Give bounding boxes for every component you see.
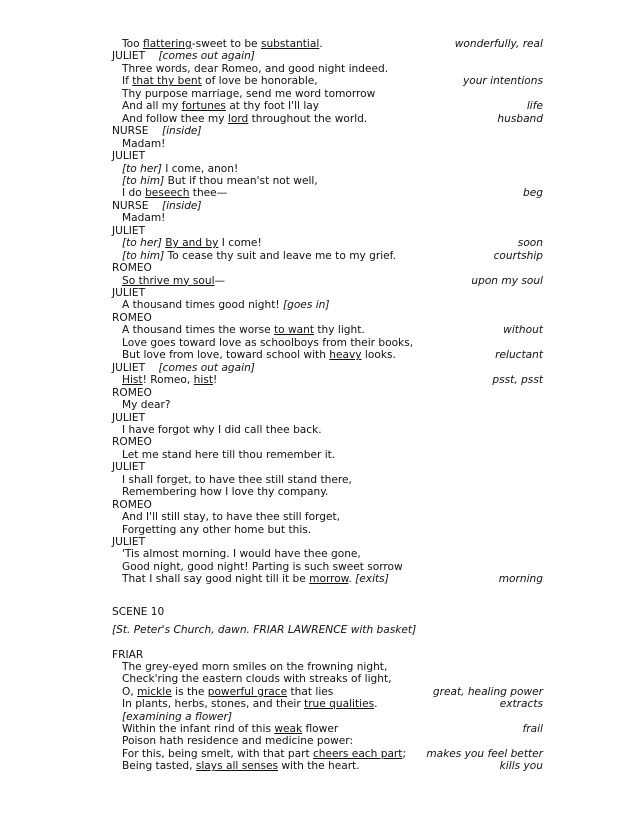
script-line [0,573,638,586]
line-text [112,387,152,400]
line-text [112,312,152,325]
line-text [112,50,255,63]
script-line [0,499,638,512]
line-text [122,187,227,200]
line-text [122,524,311,537]
line-text [112,362,255,375]
script-line [0,163,638,176]
text-segment: flower [302,723,339,735]
gloss-note: frail [522,723,543,735]
script-line [0,748,638,761]
text-segment: Let me stand here till thou remember it. [122,448,336,461]
script-line [0,250,638,263]
glossed-word: lord [227,112,249,125]
line-text [112,624,416,637]
text-segment: Remembering how I love thy company. [122,486,329,499]
text-segment: I do [122,187,146,200]
text-segment: In plants, herbs, stones, and their [122,698,305,711]
glossed-word: By and by [165,237,219,250]
line-text [122,686,333,699]
stage-direction: [exits] [355,573,389,586]
line-text [122,275,225,288]
script-line [0,275,638,288]
script-line [0,760,638,773]
script-line [0,374,638,387]
line-text [122,399,171,412]
script-line [0,524,638,537]
script-line [0,50,638,63]
script-line [0,561,638,574]
script-line [0,125,638,138]
text-segment: And all my [122,100,182,113]
text-segment: ! Romeo, [142,374,194,387]
text-segment: ROMEO [112,386,152,399]
text-segment: ; [402,747,407,760]
script-line [0,324,638,337]
gloss-note: wonderfully, real [454,38,543,50]
line-text [112,461,145,474]
text-segment: O, [122,685,138,698]
line-text [112,606,164,619]
line-text [122,212,165,225]
text-segment: Forgetting any other home but this. [122,523,312,536]
line-text [122,511,340,524]
script-line [0,536,638,549]
glossed-word: to want [273,324,315,337]
stage-direction: [to him] [122,174,165,187]
glossed-word: Hist [122,374,143,387]
script-line [0,436,638,449]
text-segment: JULIET [112,536,146,548]
text-segment: A thousand times good night! [122,299,283,312]
text-segment: JULIET [112,287,146,299]
line-text [122,250,396,263]
line-text [122,349,396,362]
text-segment: Thy purpose marriage, send me word tomorrow [122,87,376,100]
stage-direction: [St. Peter's Church, dawn. FRIAR LAWRENCE with basket] [112,624,417,636]
text-segment: Good night, good night! Parting is such sweet sorrow [122,560,403,573]
line-text [122,449,335,462]
text-segment: . [348,573,356,586]
text-segment: of love be honorable, [201,75,318,88]
glossed-word: cheers each part [312,747,403,760]
glossed-word: true qualities [304,698,375,711]
gloss-note: husband [497,112,543,125]
line-text [122,748,406,761]
script-line [0,673,638,686]
glossed-word: flattering [143,38,192,50]
stage-direction: [examining a flower] [122,710,232,723]
gloss-note: extracts [499,698,543,711]
gloss-note: upon my soul [471,274,543,287]
script-line [0,486,638,499]
line-text [112,125,202,138]
script-line [0,723,638,736]
gloss-note: without [503,324,543,337]
text-segment: FRIAR [112,649,144,661]
line-text [122,63,388,76]
script-line [0,698,638,711]
line-text [122,38,323,51]
line-text [122,673,391,686]
text-segment: The grey-eyed morn smiles on the frowning night, [122,661,388,673]
text-segment: JULIET [112,224,146,237]
line-text [122,324,365,337]
line-text [122,723,338,736]
script-line [0,262,638,275]
text-segment: ROMEO [112,436,152,449]
stage-direction: [to her] [122,237,162,250]
line-text [112,536,145,549]
glossed-word: So thrive my soul [122,274,215,287]
text-segment: My dear? [122,399,171,412]
text-segment: throughout the world. [248,112,368,125]
text-segment: But if thou mean'st not well, [164,174,318,187]
text-segment: at thy foot I'll lay [225,100,320,113]
text-segment: . [374,698,378,711]
text-segment: thee— [189,187,228,200]
line-text [122,237,262,250]
text-segment: And I'll still stay, to have thee still forget, [122,511,341,524]
line-text [112,499,152,512]
script-line [0,212,638,225]
text-segment: JULIET [112,50,159,63]
text-segment: JULIET [112,150,146,163]
script-line [0,138,638,151]
text-segment: ROMEO [112,498,152,511]
script-line [0,711,638,724]
text-segment: thy light. [314,324,365,337]
line-text [122,698,377,711]
line-text [122,100,319,113]
text-segment: For this, being smelt, with that part [122,747,313,760]
glossed-word: morrow [309,573,349,586]
line-text [122,573,389,586]
script-line [0,225,638,238]
script-line [0,237,638,250]
line-text [122,735,353,748]
line-text [122,548,361,561]
script-line [0,624,638,637]
line-text [122,561,403,574]
text-segment: Madam! [122,212,166,225]
text-segment: Check'ring the eastern clouds with streaks of light, [122,673,392,686]
line-text [122,486,328,499]
text-segment: JULIET [112,361,159,374]
gloss-note: soon [517,237,543,250]
script-line [0,461,638,474]
text-segment: Poison hath residence and medicine power: [122,735,354,748]
script-line [0,661,638,674]
text-segment: . [319,38,323,50]
script-line [0,200,638,213]
script-line [0,606,638,619]
stage-direction: [inside] [161,125,202,138]
text-segment: JULIET [112,411,146,424]
line-text [122,175,318,188]
line-text [112,225,145,238]
glossed-word: that thy bent [132,75,202,88]
line-text [122,299,330,312]
script-line [0,548,638,561]
script-line [0,38,638,51]
text-segment: 'Tis almost morning. I would have thee gone, [122,548,361,561]
line-text [122,760,360,773]
text-segment: looks. [361,349,396,362]
gloss-note: kills you [499,760,543,773]
gloss-note: great, healing power [432,685,543,698]
text-segment: Within the infant rind of this [122,723,275,735]
script-line [0,474,638,487]
text-segment: is the [171,685,208,698]
script-line [0,735,638,748]
line-text [112,200,202,213]
text-segment: JULIET [112,461,146,474]
glossed-word: powerful grace [207,685,288,698]
text-segment: I have forgot why I did call thee back. [122,423,322,436]
text-segment: Three words, dear Romeo, and good night indeed. [122,62,389,75]
line-text [112,436,152,449]
text-segment: NURSE [112,199,162,212]
script-line [0,424,638,437]
script-line [0,150,638,163]
script-line [0,412,638,425]
text-segment: I come! [218,237,262,250]
text-segment: I come, anon! [161,162,239,175]
line-text [122,337,413,350]
script-line [0,88,638,101]
script-line [0,287,638,300]
script-line [0,175,638,188]
glossed-word: beseech [145,187,190,200]
gloss-note: makes you feel better [426,747,543,760]
text-segment: — [214,274,226,287]
line-text [122,138,165,151]
gloss-note: beg [523,187,543,200]
script-line [0,349,638,362]
line-text [122,374,217,387]
glossed-word: heavy [329,349,362,362]
script-line [0,362,638,375]
glossed-word: fortunes [181,100,226,113]
text-segment: Love goes toward love as schoolboys from their books, [122,336,414,349]
text-segment: ROMEO [112,311,152,324]
text-segment: -sweet to be [191,38,261,50]
script-line [0,187,638,200]
text-segment: And follow thee my [122,112,228,125]
text-segment: I shall forget, to have thee still stand there, [122,473,352,486]
glossed-word: weak [274,723,303,735]
line-text [112,150,145,163]
script-line [0,312,638,325]
text-segment: That I shall say good night till it be [122,573,310,586]
line-text [122,661,387,674]
script-line [0,113,638,126]
gloss-note: reluctant [495,349,543,362]
gloss-note: courtship [493,249,543,262]
gloss-note: psst, psst [492,374,543,387]
stage-direction: [to him] [122,249,165,262]
text-segment: Madam! [122,137,166,150]
stage-direction: [comes out again] [158,361,255,374]
gloss-note: morning [498,573,543,586]
text-segment: If [122,75,133,88]
text-segment: Being tasted, [122,760,196,773]
script-line [0,511,638,524]
script-line [0,63,638,76]
glossed-word: hist [193,374,213,387]
stage-direction: [to her] [122,162,162,175]
text-segment: with the heart. [278,760,360,773]
line-text [122,711,232,724]
script-line [0,337,638,350]
text-segment: A thousand times the worse [122,324,274,337]
text-segment: ! [212,374,218,387]
script-line [0,75,638,88]
line-text [122,75,318,88]
stage-direction: [comes out again] [158,50,255,63]
glossed-word: slays all senses [195,760,279,773]
line-text [112,262,152,275]
line-text [122,424,322,437]
text-segment: But love from love, toward school with [122,349,330,362]
line-text [122,474,352,487]
line-text [112,412,145,425]
line-text [112,287,145,300]
text-segment: NURSE [112,125,162,138]
line-text [122,88,375,101]
gloss-note: life [526,100,543,113]
script-line [0,686,638,699]
text-segment: that lies [287,685,334,698]
text-segment: SCENE 10 [112,606,165,618]
text-segment: Too [122,38,144,50]
line-text [122,113,367,126]
glossed-word: mickle [137,685,172,698]
script-line [0,299,638,312]
text-segment: To cease thy suit and leave me to my grief. [164,249,397,262]
line-text [122,163,238,176]
stage-direction: [goes in] [282,299,330,312]
stage-direction: [inside] [161,199,202,212]
script-line [0,399,638,412]
gloss-note: your intentions [462,75,543,88]
glossed-word: substantial [260,38,320,50]
script-line [0,387,638,400]
script-line [0,100,638,113]
script-line [0,449,638,462]
text-segment: ROMEO [112,262,152,275]
